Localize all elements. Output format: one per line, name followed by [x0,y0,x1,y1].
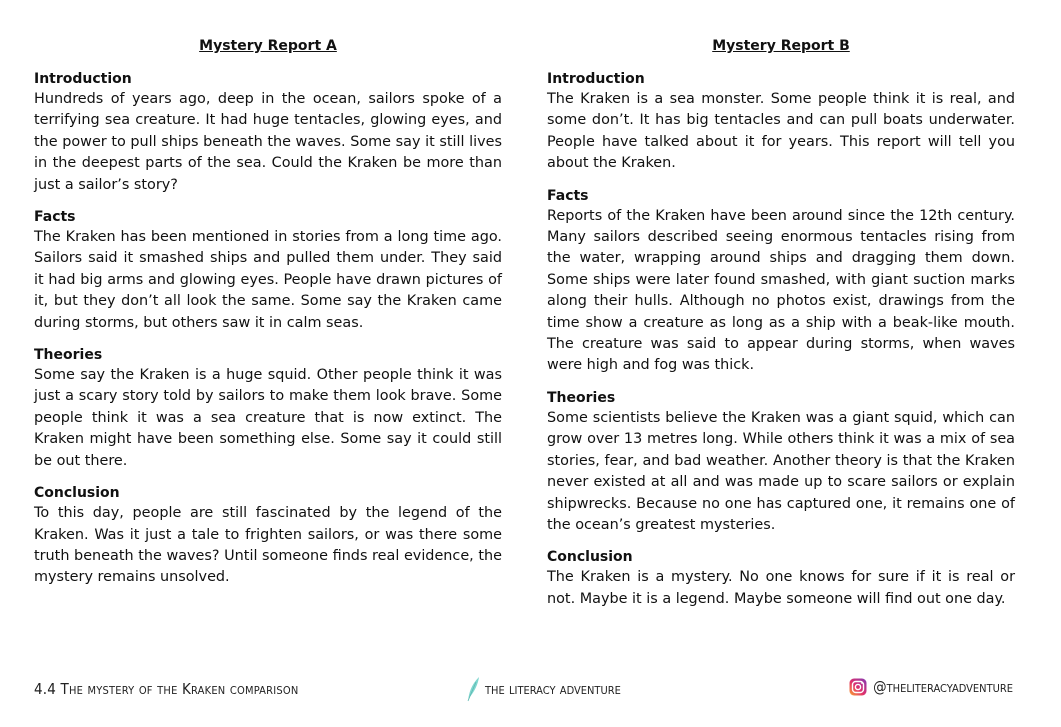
report-b-introduction-text: The Kraken is a sea monster. Some people think it is real, and some don’t. It has big tentacles and can pull boats underwater. People have talked about it for years. This report will tell you about the Kraken. [547,91,1015,172]
report-b-facts-text: Reports of the Kraken have been around since the 12th century. Many sailors described seeing enormous tentacles rising from the water, wrapping around ships and dragging them down. Some ships were later found smashed, with giant suction marks along their hulls. Although no photos exist, drawings from the time show a creature as long as a ship with a beak-like mouth. The creature was said to appear during storms, when waves were high and fog was thick. [547,207,1015,374]
report-b-theories-text: Some scientists believe the Kraken was a giant squid, which can grow over 13 metres long. While others think it was a mix of sea stories, fear, and bad weather. Another theory is that the Kraken never existed at all and was made up to scare sailors or explain shipwrecks. Because no one has captured one, it remains one of the ocean’s greatest mysteries. [547,409,1015,533]
report-a-column [34,36,502,600]
report-b-introduction-heading: Introduction [547,71,645,87]
report-a-facts-text: The Kraken has been mentioned in stories from a long time ago. Sailors said it smashed ships and pulled them under. They said it had big arms and glowing eyes. People have drawn pictures of it, but they don’t all look the same. Some say the Kraken came during storms, but others saw it in calm seas. [34,229,502,331]
footer-social[interactable] [849,678,1013,696]
report-b-title: Mystery Report B [712,38,850,54]
feather-icon [465,676,481,702]
instagram-icon [849,678,867,696]
report-b-conclusion-heading: Conclusion [547,549,633,566]
report-b-facts-heading: Facts [547,187,589,204]
report-a-conclusion-text: To this day, people are still fascinated by the legend of the Kraken. Was it just a tale to frighten sailors, or was there some truth beneath the waves? Until someone finds real evidence, the mystery remains unsolved. [34,505,502,586]
report-a-conclusion-heading: Conclusion [34,485,120,502]
report-b-conclusion-text: The Kraken is a mystery. No one knows for sure if it is real or not. Maybe it is a legend. Maybe someone will find out one day. [547,569,1015,607]
footer-brand [465,676,621,702]
report-a-theories-text: Some say the Kraken is a huge squid. Other people think it was just a scary story told by sailors to make them look brave. Some people think it was a sea creature that is now extinct. The Kraken might have been something else. Some say it could still be out there. [34,367,502,469]
footer-instagram-handle: @theliteracyadventure [873,678,1013,696]
report-a-title: Mystery Report A [199,38,337,54]
page-footer [0,676,1061,706]
report-b-column [547,36,1015,621]
footer-worksheet-title: 4.4 The mystery of the Kraken comparison [34,680,299,698]
report-b-theories-heading: Theories [547,389,616,406]
report-a-introduction-heading: Introduction [34,71,132,87]
report-a-facts-heading: Facts [34,209,76,226]
footer-brand-name: the literacy adventure [485,680,621,698]
report-a-theories-heading: Theories [34,347,103,364]
report-a-introduction-text: Hundreds of years ago, deep in the ocean, sailors spoke of a terrifying sea creature. It had huge tentacles, glowing eyes, and the power to pull ships beneath the waves. Some say it still lives in the deepest parts of the sea. Could the Kraken be more than just a sailor’s story? [34,91,502,193]
